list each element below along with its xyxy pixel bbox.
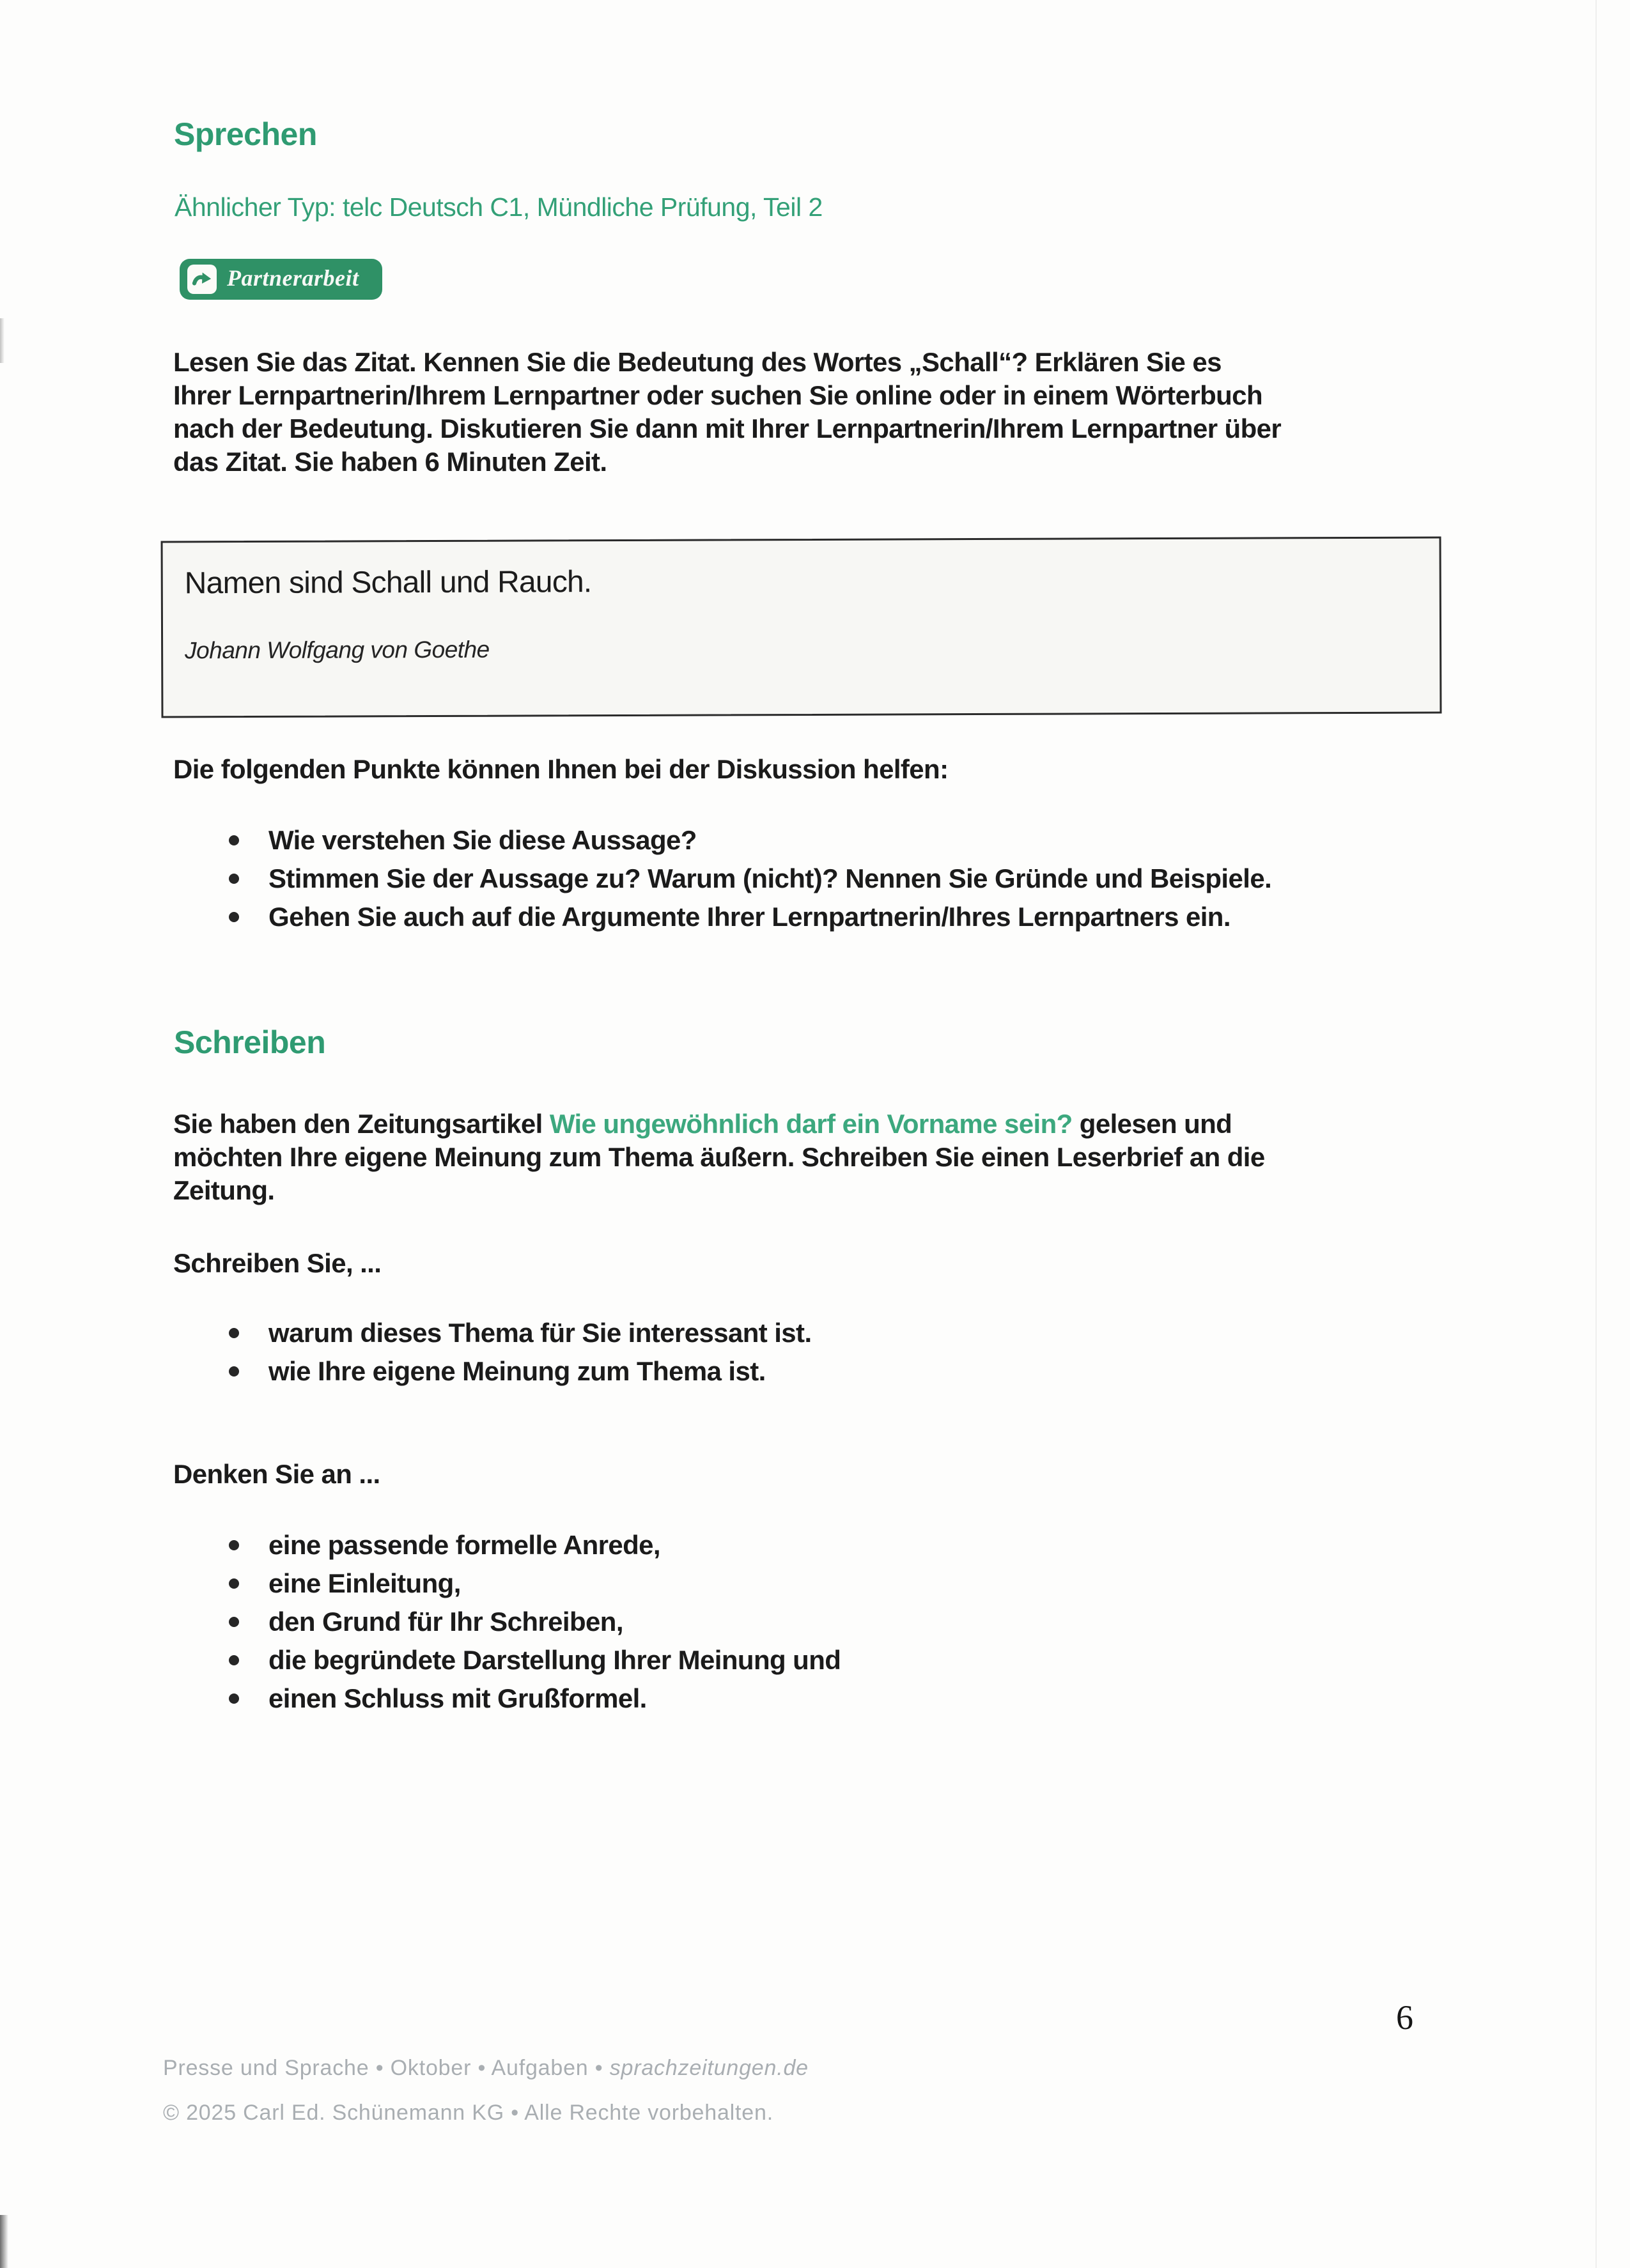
quote-text: Namen sind Schall und Rauch. — [184, 565, 592, 601]
partnerarbeit-badge — [180, 259, 382, 300]
quote-author: Johann Wolfgang von Goethe — [185, 636, 490, 664]
page-footer — [163, 2055, 809, 2125]
footer-publication-line — [163, 2055, 809, 2081]
footer-copyright-line: © 2025 Carl Ed. Schünemann KG • Alle Rechte vorbehalten. — [163, 2101, 773, 2125]
write-intro: Schreiben Sie, ... — [173, 1248, 382, 1278]
discussion-intro: Die folgenden Punkte können Ihnen bei der Diskussion helfen: — [173, 754, 949, 784]
arrow-right-icon — [187, 265, 217, 294]
scan-fold-line — [1595, 0, 1597, 2268]
instructions-line: Ihrer Lernpartnerin/Ihrem Lernpartner oder suchen Sie online oder in einem Wörterbuch — [173, 380, 1262, 410]
footer-publication-text: Presse und Sprache • Oktober • Aufgaben • — [163, 2056, 610, 2080]
footer-website: sprachzeitungen.de — [609, 2056, 809, 2080]
list-item: einen Schluss mit Grußformel. — [173, 1684, 841, 1713]
discussion-points-list — [173, 826, 1271, 941]
list-item: Stimmen Sie der Aussage zu? Warum (nicht)? Nennen Sie Gründe und Beispiele. — [173, 864, 1271, 893]
task-text-after: gelesen und — [1072, 1109, 1232, 1139]
article-title-link: Wie ungewöhnlich darf ein Vorname sein? — [549, 1109, 1073, 1139]
list-item: Wie verstehen Sie diese Aussage? — [173, 826, 1271, 855]
instructions-line: nach der Bedeutung. Diskutieren Sie dann mit Ihrer Lernpartnerin/Ihrem Lernpartner über — [173, 413, 1282, 444]
writing-task — [173, 1107, 1265, 1207]
badge-label: Partnerarbeit — [227, 265, 359, 291]
section-title-sprechen: Sprechen — [174, 116, 317, 152]
list-item: wie Ihre eigene Meinung zum Thema ist. — [173, 1357, 812, 1386]
instructions-line: das Zitat. Sie haben 6 Minuten Zeit. — [173, 447, 607, 477]
section-title-schreiben: Schreiben — [174, 1024, 326, 1060]
page-number: 6 — [1396, 1998, 1413, 2037]
quote-box — [161, 537, 1442, 718]
write-points-list — [173, 1318, 812, 1395]
list-item: warum dieses Thema für Sie interessant ist. — [173, 1318, 812, 1348]
task-line: Zeitung. — [173, 1175, 275, 1205]
list-item: eine Einleitung, — [173, 1569, 841, 1598]
list-item: eine passende formelle Anrede, — [173, 1531, 841, 1560]
list-item: die begründete Darstellung Ihrer Meinung und — [173, 1646, 841, 1675]
list-item: den Grund für Ihr Schreiben, — [173, 1607, 841, 1637]
list-item: Gehen Sie auch auf die Argumente Ihrer Lernpartnerin/Ihres Lernpartners ein. — [173, 902, 1271, 932]
task-text-before: Sie haben den Zeitungsartikel — [173, 1109, 550, 1139]
task-line — [173, 1107, 1265, 1141]
exam-type-subtitle: Ähnlicher Typ: telc Deutsch C1, Mündliche Prüfung, Teil 2 — [175, 192, 823, 222]
instructions-line: Lesen Sie das Zitat. Kennen Sie die Bedeutung des Wortes „Schall“? Erklären Sie es — [173, 347, 1222, 377]
speaking-instructions — [173, 346, 1281, 479]
scan-artifact — [0, 2215, 8, 2268]
think-points-list — [173, 1531, 841, 1722]
scan-artifact — [0, 318, 4, 363]
think-intro: Denken Sie an ... — [173, 1459, 380, 1489]
task-line: möchten Ihre eigene Meinung zum Thema äußern. Schreiben Sie einen Leserbrief an die — [173, 1142, 1265, 1172]
